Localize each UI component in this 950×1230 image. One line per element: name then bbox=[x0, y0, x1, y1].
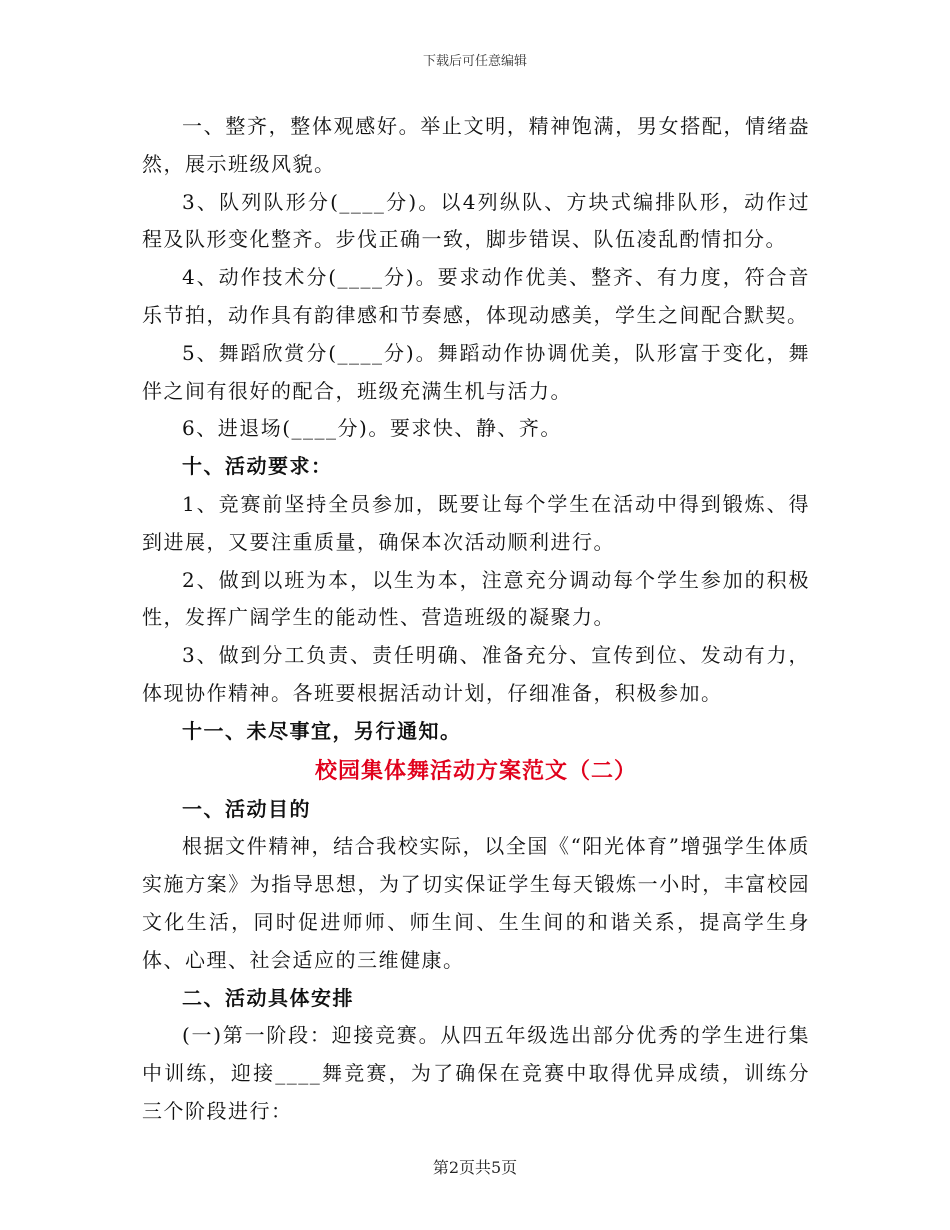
paragraph-requirement-2: 2、做到以班为本，以生为本，注意充分调动每个学生参加的积极性，发挥广阔学生的能动性、营造班级的凝聚力。 bbox=[142, 567, 810, 630]
page-header: 下载后可任意编辑 bbox=[422, 54, 527, 69]
section-title: 校园集体舞活动方案范文（二） bbox=[314, 757, 637, 784]
heading-activity-arrangement: 二、活动具体安排 bbox=[182, 985, 354, 1010]
page-footer: 第2页共5页 bbox=[432, 1158, 518, 1177]
paragraph-overall-neatness: 一、整齐，整体观感好。举止文明，精神饱满，男女搭配，情绪盎然，展示班级风貌。 bbox=[142, 114, 810, 176]
paragraph-technique-score: 4、动作技术分(____分)。要求动作优美、整齐、有力度，符合音乐节拍，动作具有韵律感和节奏感，体现动感美，学生之间配合默契。 bbox=[142, 265, 810, 327]
heading-activity-purpose: 一、活动目的 bbox=[182, 796, 311, 821]
document-body bbox=[142, 108, 810, 1131]
paragraph-requirement-1: 1、竞赛前坚持全员参加，既要让每个学生在活动中得到锻炼、得到进展，又要注重质量，确保本次活动顺利进行。 bbox=[142, 491, 810, 554]
paragraph-stage-one: (一)第一阶段：迎接竞赛。从四五年级选出部分优秀的学生进行集中训练，迎接____舞竞赛，为了确保在竞赛中取得优异成绩，训练分三个阶段进行： bbox=[142, 1023, 810, 1123]
paragraph-purpose: 根据文件精神，结合我校实际，以全国《“阳光体育”增强学生体质实施方案》为指导思想，为了切实保证学生每天锻炼一小时，丰富校园文化生活，同时促进师师、师生间、生生间的和谐关系，提高学生身体、心理、社会适应的三维健康。 bbox=[142, 834, 810, 972]
paragraph-entry-exit-score: 6、进退场(____分)。要求快、静、齐。 bbox=[182, 416, 562, 441]
heading-other-matters: 十一、未尽事宜，另行通知。 bbox=[182, 718, 462, 743]
paragraph-formation-score: 3、队列队形分(____分)。以4列纵队、方块式编排队形，动作过程及队形变化整齐。步伐正确一致，脚步错误、队伍凌乱酌情扣分。 bbox=[142, 189, 810, 252]
paragraph-appreciation-score: 5、舞蹈欣赏分(____分)。舞蹈动作协调优美，队形富于变化，舞伴之间有很好的配合，班级充满生机与活力。 bbox=[142, 340, 810, 403]
heading-activity-requirements: 十、活动要求： bbox=[182, 454, 333, 479]
paragraph-requirement-3: 3、做到分工负责、责任明确、准备充分、宣传到位、发动有力，体现协作精神。各班要根据活动计划，仔细准备，积极参加。 bbox=[142, 643, 810, 705]
